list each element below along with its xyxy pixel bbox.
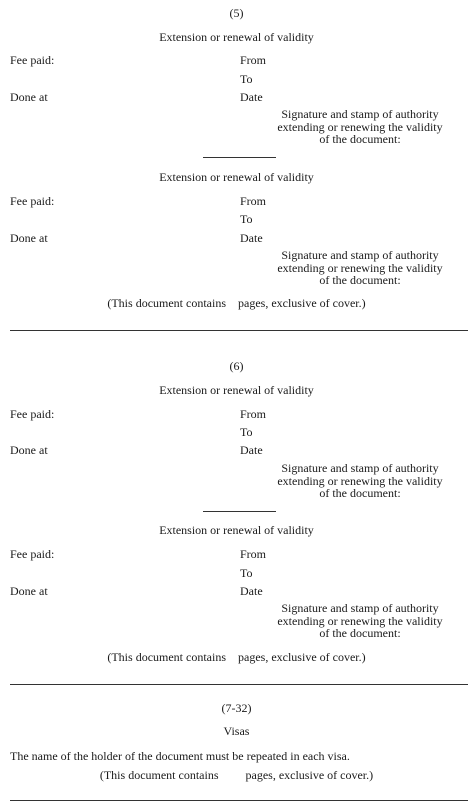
- signature-line: of the document:: [319, 626, 401, 640]
- date-label: Date: [240, 443, 263, 457]
- block-heading: Extension or renewal of validity: [159, 30, 314, 44]
- block-heading: Extension or renewal of validity: [159, 383, 314, 397]
- done-at-label: Done at: [10, 584, 48, 598]
- page-count-note: (This document contains pages, exclusive of cover.): [99, 768, 374, 782]
- signature-caption: [250, 108, 470, 146]
- signature-line: extending or renewing the validity: [277, 473, 443, 488]
- date-label: Date: [240, 231, 263, 245]
- block-heading: Extension or renewal of validity: [159, 170, 314, 184]
- visa-instruction: The name of the holder of the document must be repeated in each visa.: [10, 749, 350, 763]
- block-heading: Extension or renewal of validity: [159, 523, 314, 537]
- signature-line: of the document:: [319, 486, 401, 500]
- from-label: From: [240, 547, 267, 561]
- signature-line: Signature and stamp of authority: [281, 107, 439, 121]
- signature-line: of the document:: [319, 132, 401, 146]
- to-label: To: [240, 212, 253, 226]
- from-label: From: [240, 53, 267, 67]
- fee-paid-label: Fee paid:: [10, 407, 55, 421]
- signature-caption: [250, 249, 470, 287]
- from-label: From: [240, 194, 267, 208]
- to-label: To: [240, 566, 253, 580]
- done-at-label: Done at: [10, 90, 48, 104]
- signature-line: extending or renewing the validity: [277, 613, 443, 628]
- page-divider: [10, 330, 468, 331]
- signature-line: Signature and stamp of authority: [281, 248, 439, 262]
- date-label: Date: [240, 90, 263, 104]
- page-count-note: (This document contains pages, exclusive of cover.): [107, 650, 366, 664]
- fee-paid-label: Fee paid:: [10, 53, 55, 67]
- done-at-label: Done at: [10, 231, 48, 245]
- to-label: To: [240, 425, 253, 439]
- to-label: To: [240, 72, 253, 86]
- from-label: From: [240, 407, 267, 421]
- page-number: (6): [229, 359, 244, 373]
- page-number: (5): [229, 6, 244, 20]
- visas-heading: Visas: [223, 724, 250, 738]
- block-separator: [203, 157, 276, 158]
- signature-line: of the document:: [319, 273, 401, 287]
- signature-caption: [250, 602, 470, 640]
- fee-paid-label: Fee paid:: [10, 194, 55, 208]
- signature-line: extending or renewing the validity: [277, 260, 443, 275]
- page-count-note: (This document contains pages, exclusive of cover.): [107, 296, 366, 310]
- page-number: (7-32): [221, 701, 252, 715]
- signature-line: Signature and stamp of authority: [281, 601, 439, 615]
- done-at-label: Done at: [10, 443, 48, 457]
- signature-line: extending or renewing the validity: [277, 119, 443, 134]
- page-divider: [10, 800, 468, 801]
- signature-line: Signature and stamp of authority: [281, 461, 439, 475]
- page-divider: [10, 684, 468, 685]
- date-label: Date: [240, 584, 263, 598]
- fee-paid-label: Fee paid:: [10, 547, 55, 561]
- block-separator: [203, 511, 276, 512]
- signature-caption: [250, 462, 470, 500]
